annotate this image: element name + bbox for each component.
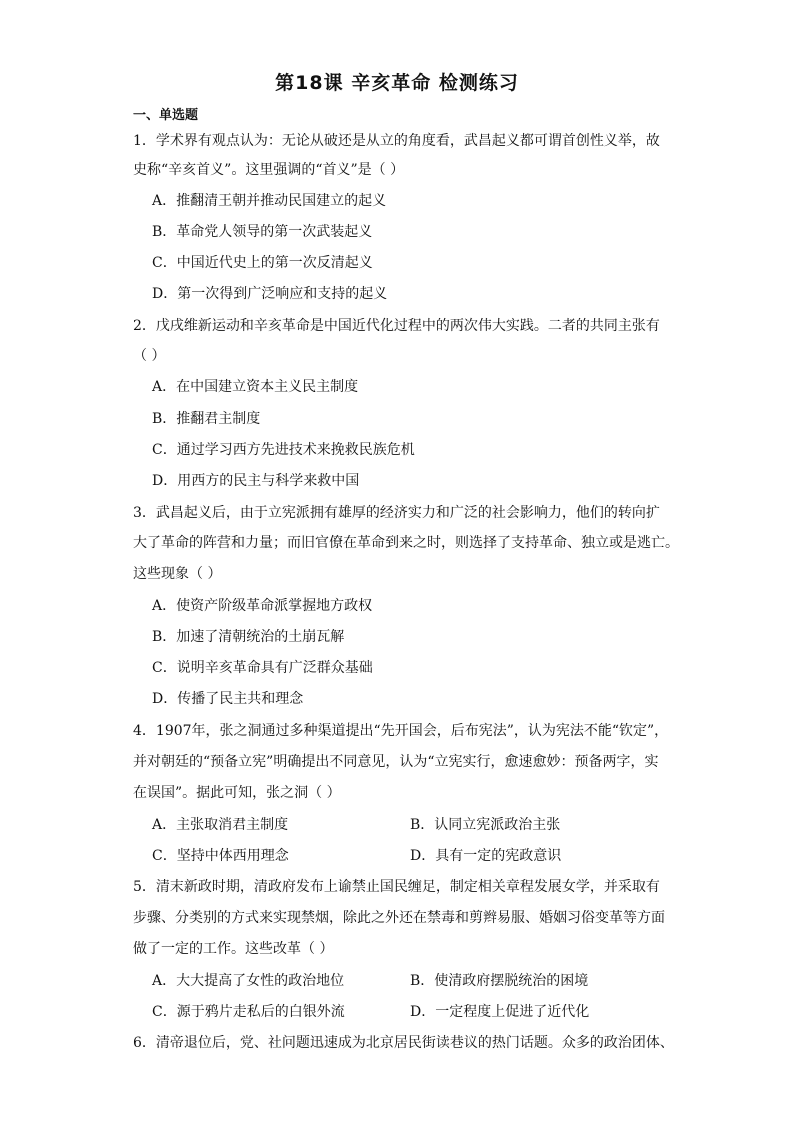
question-3-option-a: A．使资产阶级革命派掌握地方政权 bbox=[152, 598, 373, 614]
question-5-option-b: B．使清政府摆脱统治的困境 bbox=[410, 973, 589, 989]
question-1-line-1: 1．学术界有观点认为：无论从破还是从立的角度看，武昌起义都可谓首创性义举，故 bbox=[133, 133, 660, 149]
question-2-line-1: 2．戊戌维新运动和辛亥革命是中国近代化过程中的两次伟大实践。二者的共同主张有 bbox=[133, 318, 660, 334]
question-5-line-3: 做了一定的工作。这些改革（ ） bbox=[133, 941, 334, 957]
question-4-line-2: 并对朝廷的“预备立宪”明确提出不同意见，认为“立宪实行，愈速愈妙：预备两字，实 bbox=[133, 754, 659, 770]
question-4-line-3: 在误国”。据此可知，张之洞（ ） bbox=[133, 785, 341, 801]
question-3-line-2: 大了革命的阵营和力量；而旧官僚在革命到来之时，则选择了支持革命、独立或是逃亡。 bbox=[133, 535, 679, 551]
question-5-line-1: 5．清末新政时期，清政府发布上谕禁止国民缠足，制定相关章程发展女学，并采取有 bbox=[133, 879, 660, 895]
question-5-option-c: C．源于鸦片走私后的白银外流 bbox=[152, 1004, 345, 1020]
question-4-option-d: D．具有一定的宪政意识 bbox=[410, 848, 562, 864]
question-4-option-c: C．坚持中体西用理念 bbox=[152, 848, 289, 864]
question-4-option-a: A．主张取消君主制度 bbox=[152, 817, 289, 833]
page-title: 第18课 辛亥革命 检测练习 bbox=[275, 72, 519, 94]
question-3-option-c: C．说明辛亥革命具有广泛群众基础 bbox=[152, 660, 373, 676]
question-3-option-d: D．传播了民主共和理念 bbox=[152, 691, 304, 707]
question-1-option-c: C．中国近代史上的第一次反清起义 bbox=[152, 255, 373, 271]
question-1-option-b: B．革命党人领导的第一次武装起义 bbox=[152, 224, 373, 240]
question-6-line-1: 6．清帝退位后，党、社问题迅速成为北京居民街读巷议的热门话题。众多的政治团体、 bbox=[133, 1035, 674, 1051]
question-4-line-1: 4．1907年，张之洞通过多种渠道提出“先开国会，后布宪法”，认为宪法不能“钦定”， bbox=[133, 723, 669, 739]
section-heading: 一、单选题 bbox=[133, 108, 199, 123]
question-2-option-d: D．用西方的民主与科学来救中国 bbox=[152, 473, 360, 489]
question-3-option-b: B．加速了清朝统治的土崩瓦解 bbox=[152, 629, 345, 645]
question-2-option-b: B．推翻君主制度 bbox=[152, 411, 261, 427]
question-1-option-d: D．第一次得到广泛响应和支持的起义 bbox=[152, 286, 388, 302]
question-3-line-1: 3．武昌起义后，由于立宪派拥有雄厚的经济实力和广泛的社会影响力，他们的转向扩 bbox=[133, 505, 660, 521]
question-1-option-a: A．推翻清王朝并推动民国建立的起义 bbox=[152, 193, 387, 209]
question-5-option-a: A．大大提高了女性的政治地位 bbox=[152, 973, 345, 989]
question-4-option-b: B．认同立宪派政治主张 bbox=[410, 817, 561, 833]
question-5-option-d: D．一定程度上促进了近代化 bbox=[410, 1004, 590, 1020]
question-3-line-3: 这些现象（ ） bbox=[133, 566, 222, 582]
question-1-line-2: 史称“辛亥首义”。这里强调的“首义”是（ ） bbox=[133, 162, 405, 178]
question-2-option-a: A．在中国建立资本主义民主制度 bbox=[152, 379, 359, 395]
question-2-line-2: （ ） bbox=[133, 348, 166, 364]
question-2-option-c: C．通过学习西方先进技术来挽救民族危机 bbox=[152, 442, 415, 458]
question-5-line-2: 步骤、分类别的方式来实现禁烟，除此之外还在禁毒和剪辫易服、婚姻习俗变革等方面 bbox=[133, 910, 665, 926]
